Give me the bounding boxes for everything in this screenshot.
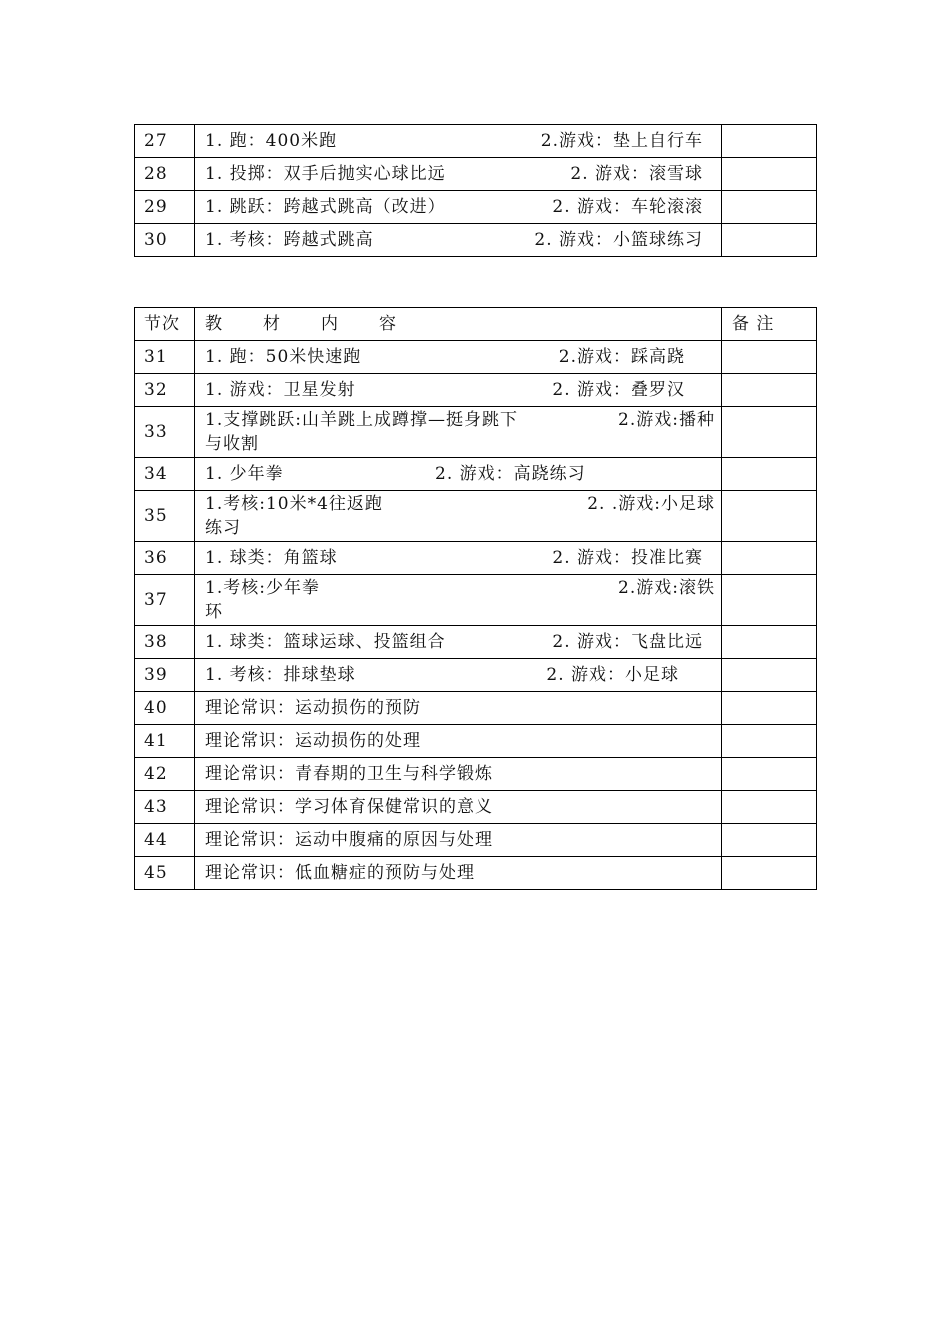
lesson-content [195,542,722,575]
content-item-2: 2. 游戏：投准比赛 [552,548,703,568]
lesson-content [195,626,722,659]
content-item-1: 1. 球类：篮球运球、投篮组合 [205,632,446,652]
remarks-cell [722,725,817,758]
header-char: 内 [321,314,339,334]
lesson-content: 理论常识：青春期的卫生与科学锻炼 [195,758,722,791]
remarks-cell [722,542,817,575]
remarks-cell [722,692,817,725]
content-item-2: 2. 游戏：车轮滚滚 [552,197,703,217]
remarks-cell [722,491,817,542]
remarks-cell [722,224,817,257]
table-row [135,224,817,257]
table-row [135,824,817,857]
lesson-number: 44 [135,824,195,857]
content-continuation: 环 [205,602,223,622]
lesson-content [195,224,722,257]
content-item-1: 1. 跑：400米跑 [205,131,338,151]
content-item-2: 2. .游戏:小足球 [587,494,715,514]
lesson-content [195,158,722,191]
content-item-1: 1. 跳跃：跨越式跳高（改进） [205,197,446,217]
content-item-1: 1.考核:10米*4往返跑 [205,494,383,514]
content-item-1: 1. 考核：排球垫球 [205,665,356,685]
header-char: 教 [205,314,223,334]
table-row [135,692,817,725]
lesson-number: 33 [135,407,195,458]
remarks-cell [722,341,817,374]
lesson-number: 39 [135,659,195,692]
table-row [135,758,817,791]
remarks-cell [722,458,817,491]
lesson-number: 37 [135,575,195,626]
header-content [195,308,722,341]
remarks-cell [722,824,817,857]
table-row [135,626,817,659]
content-item-1: 1. 球类：角篮球 [205,548,338,568]
table-row [135,374,817,407]
content-item-2: 2.游戏：踩高跷 [558,347,685,367]
lesson-number: 36 [135,542,195,575]
lesson-number: 31 [135,341,195,374]
table-row [135,458,817,491]
lesson-number: 29 [135,191,195,224]
lesson-number: 38 [135,626,195,659]
lesson-content: 理论常识：学习体育保健常识的意义 [195,791,722,824]
remarks-cell [722,791,817,824]
table-row [135,158,817,191]
table-row [135,659,817,692]
lesson-content [195,341,722,374]
lesson-number: 30 [135,224,195,257]
lesson-content: 理论常识：低血糖症的预防与处理 [195,857,722,890]
content-item-2: 2. 游戏：小足球 [546,665,679,685]
lesson-content: 理论常识：运动损伤的预防 [195,692,722,725]
lesson-content: 理论常识：运动损伤的处理 [195,725,722,758]
remarks-cell [722,758,817,791]
header-lesson-number: 节次 [135,308,195,341]
table-row [135,725,817,758]
remarks-cell [722,575,817,626]
content-item-1: 1.支撑跳跃:山羊跳上成蹲撑—挺身跳下 [205,410,518,430]
lesson-number: 42 [135,758,195,791]
lesson-content [195,491,722,542]
table-row [135,341,817,374]
lesson-content [195,659,722,692]
lesson-number: 45 [135,857,195,890]
lesson-content [195,458,722,491]
lesson-number: 32 [135,374,195,407]
table-row [135,791,817,824]
content-item-2: 2. 游戏：小篮球练习 [534,230,703,250]
content-item-1: 1. 投掷：双手后抛实心球比远 [205,164,446,184]
content-continuation: 与收割 [205,434,259,454]
remarks-cell [722,626,817,659]
content-item-2: 2. 游戏：滚雪球 [570,164,703,184]
content-item-2: 2.游戏：垫上自行车 [540,131,703,151]
header-remarks: 备 注 [722,308,817,341]
lesson-number: 28 [135,158,195,191]
content-item-2: 2.游戏:滚铁 [618,578,715,598]
lesson-content [195,407,722,458]
content-item-2: 2. 游戏：叠罗汉 [552,380,685,400]
content-continuation: 练习 [205,518,241,538]
lesson-content [195,125,722,158]
lesson-number: 43 [135,791,195,824]
header-char: 容 [379,314,397,334]
table-row [135,125,817,158]
remarks-cell [722,374,817,407]
lesson-number: 27 [135,125,195,158]
remarks-cell [722,191,817,224]
table-row [135,575,817,626]
table-row [135,857,817,890]
remarks-cell [722,407,817,458]
header-char: 材 [263,314,281,334]
content-item-2: 2. 游戏：高跷练习 [435,464,586,484]
content-item-1: 1. 游戏：卫星发射 [205,380,356,400]
lesson-number: 34 [135,458,195,491]
content-item-1: 1. 考核：跨越式跳高 [205,230,374,250]
lesson-table-2 [134,307,817,890]
content-item-1: 1.考核:少年拳 [205,578,320,598]
remarks-cell [722,125,817,158]
content-item-1: 1. 少年拳 [205,464,284,484]
lesson-content [195,191,722,224]
remarks-cell [722,659,817,692]
lesson-number: 35 [135,491,195,542]
lesson-content: 理论常识：运动中腹痛的原因与处理 [195,824,722,857]
table-row [135,191,817,224]
content-item-2: 2. 游戏：飞盘比远 [552,632,703,652]
table-row [135,407,817,458]
content-item-1: 1. 跑：50米快速跑 [205,347,362,367]
remarks-cell [722,857,817,890]
lesson-content [195,575,722,626]
table-row [135,542,817,575]
lesson-number: 40 [135,692,195,725]
remarks-cell [722,158,817,191]
lesson-table-1 [134,124,817,257]
table-row [135,491,817,542]
lesson-content [195,374,722,407]
content-item-2: 2.游戏:播种 [618,410,715,430]
lesson-number: 41 [135,725,195,758]
table-header-row [135,308,817,341]
